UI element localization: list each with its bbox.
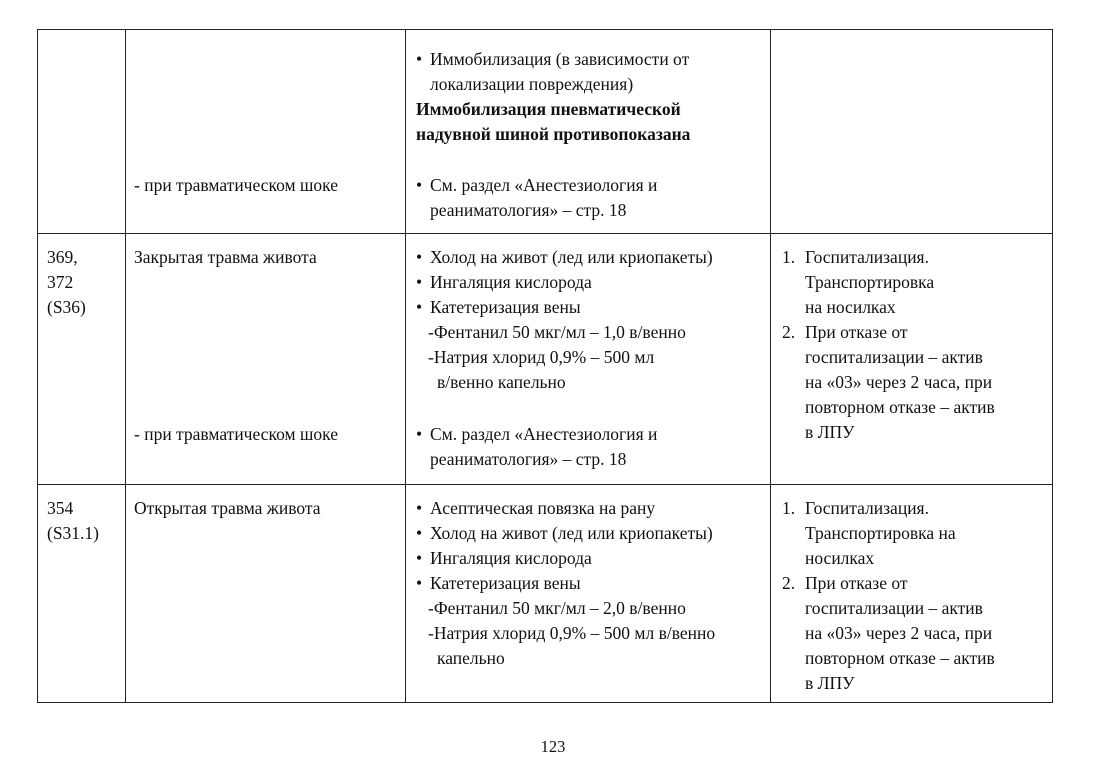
- tactics-item: носилках: [805, 548, 875, 568]
- tactics-number: 2.: [782, 322, 796, 342]
- column-divider: [770, 29, 771, 702]
- help-item: -Фентанил 50 мкг/мл – 2,0 в/венно: [428, 598, 686, 618]
- code-text: (S36): [47, 297, 86, 317]
- column-divider: [125, 29, 126, 702]
- tactics-item: При отказе от: [805, 573, 908, 593]
- code-text: (S31.1): [47, 523, 100, 543]
- code-text: 369,: [47, 247, 78, 267]
- tactics-item: госпитализации – актив: [805, 598, 983, 618]
- help-item: -Натрия хлорид 0,9% – 500 мл: [428, 347, 655, 367]
- table-border-top: [37, 29, 1053, 30]
- row-divider: [37, 233, 1053, 234]
- condition-text: - при травматическом шоке: [134, 424, 338, 444]
- tactics-item: повторном отказе – актив: [805, 648, 995, 668]
- table-border-bottom: [37, 702, 1053, 703]
- code-text: 372: [47, 272, 74, 292]
- table-border-left: [37, 29, 38, 702]
- help-item: • Асептическая повязка на рану: [430, 496, 655, 521]
- help-item: • Холод на живот (лед или криопакеты): [430, 521, 713, 546]
- tactics-item: в ЛПУ: [805, 422, 855, 442]
- help-item: • Ингаляция кислорода: [430, 270, 592, 295]
- condition-text: Закрытая травма живота: [134, 247, 317, 267]
- tactics-item: Госпитализация.: [805, 498, 929, 518]
- help-item: • Иммобилизация (в зависимости от: [430, 47, 689, 72]
- tactics-item: на «03» через 2 часа, при: [805, 372, 993, 392]
- tactics-item: госпитализации – актив: [805, 347, 983, 367]
- help-item: -Фентанил 50 мкг/мл – 1,0 в/венно: [428, 322, 686, 342]
- row-divider: [37, 484, 1053, 485]
- help-item: в/венно капельно: [437, 372, 566, 392]
- code-text: 354: [47, 498, 74, 518]
- tactics-item: Транспортировка на: [805, 523, 956, 543]
- tactics-number: 1.: [782, 498, 796, 518]
- tactics-number: 1.: [782, 247, 796, 267]
- tactics-item: на носилках: [805, 297, 896, 317]
- help-item: реаниматология» – стр. 18: [430, 200, 627, 220]
- help-item: • Катетеризация вены: [430, 571, 581, 596]
- tactics-item: на «03» через 2 часа, при: [805, 623, 993, 643]
- table-border-right: [1052, 29, 1053, 702]
- help-item: -Натрия хлорид 0,9% – 500 мл в/венно: [428, 623, 716, 643]
- tactics-number: 2.: [782, 573, 796, 593]
- help-item: • Холод на живот (лед или криопакеты): [430, 245, 713, 270]
- help-item: • См. раздел «Анестезиология и: [430, 173, 657, 198]
- condition-text: - при травматическом шоке: [134, 175, 338, 195]
- help-warning: надувной шиной противопоказана: [416, 124, 691, 144]
- help-item: • Ингаляция кислорода: [430, 546, 592, 571]
- tactics-item: Транспортировка: [805, 272, 935, 292]
- help-item: • Катетеризация вены: [430, 295, 581, 320]
- help-item: локализации повреждения): [430, 74, 634, 94]
- help-item: капельно: [437, 648, 505, 668]
- column-divider: [405, 29, 406, 702]
- help-warning: Иммобилизация пневматической: [416, 99, 681, 119]
- tactics-item: повторном отказе – актив: [805, 397, 995, 417]
- tactics-item: При отказе от: [805, 322, 908, 342]
- page-number: 123: [540, 737, 566, 756]
- tactics-item: в ЛПУ: [805, 673, 855, 693]
- help-item: реаниматология» – стр. 18: [430, 449, 627, 469]
- help-item: • См. раздел «Анестезиология и: [430, 422, 657, 447]
- condition-text: Открытая травма живота: [134, 498, 321, 518]
- tactics-item: Госпитализация.: [805, 247, 929, 267]
